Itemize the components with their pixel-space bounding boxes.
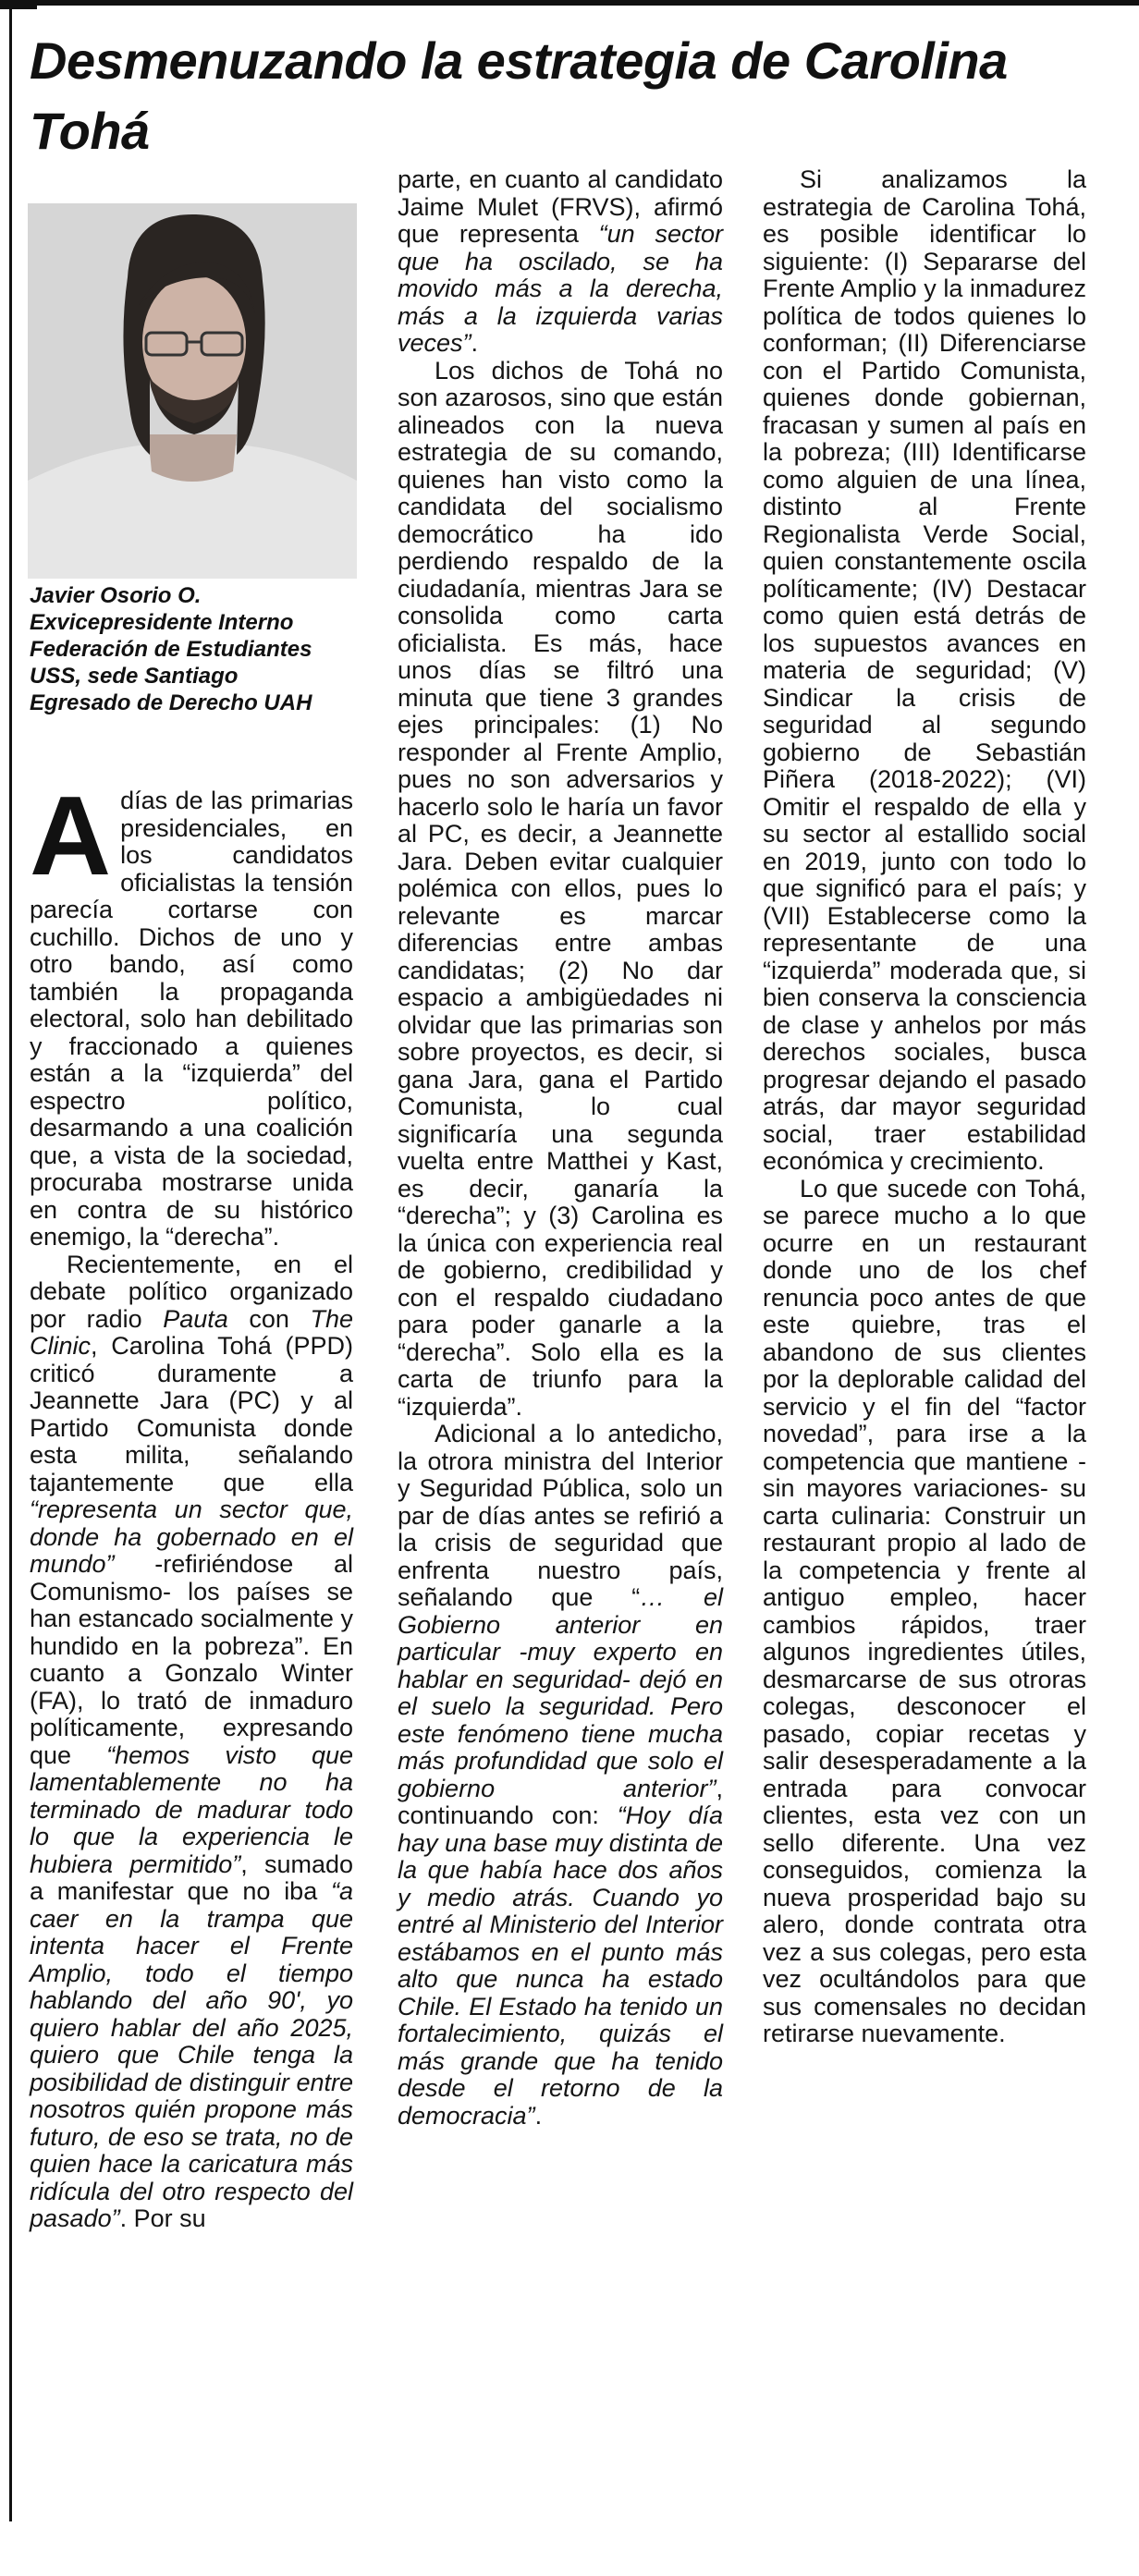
text-fragment: , Carolina Tohá (PPD) criticó duramente a Jeannette Jara (PC) y al Partido Comunista donde esta milita, señalando tajantemente que ella bbox=[30, 1332, 353, 1496]
text-fragment: . bbox=[534, 2101, 543, 2130]
quote-fragment: “a caer en la trampa que intenta hacer el Frente Amplio, todo el tiempo hablando del año 90', yo quiero hablar del año 2025, quiero que Chile tenga la posibilidad de distinguir entre nosotros quién propone más futuro, de eso se trata, no de quien hace la caricatura más ridícula del otro respecto del pasado” bbox=[30, 1877, 353, 2232]
paragraph-text: Los dichos de Tohá no son azarosos, sino que están alineados con la nueva estrategia de su comando, quienes han visto como la candidata del socialismo democrático ha ido perdiendo respaldo de la ciudadanía, mientras Jara se consolida como carta oficialista. Es más, hace unos días se filtró una minuta que tiene 3 grandes ejes principales: (1) No responder al Frente Amplio, pues no son adversarios y hacerlo solo le haría un favor al PC, es decir, a Jeannette Jara. Deben evitar cualquier polémica con ellos, pues lo relevante es marcar diferencias entre ambas candidatas; (2) No dar espacio a ambigüedades ni olvidar que las primarias son sobre proyectos, es decir, si gana Jara, gana el Partido Comunista, lo cual significaría una segunda vuelta entre Matthei y Kast, es decir, ganaría la “derecha”; y (3) Carolina es la única con experiencia real de gobierno, credibilidad y con el respaldo ciudadano para poder ganarle a la “derecha”. Solo ella es la carta de triunfo para la “izquierda”. bbox=[398, 356, 723, 1421]
quote-fragment: “Hoy día hay una base muy distinta de la que había hace dos años y medio atrás. Cuando yo entré al Ministerio del Interior estábamos en el punto más alto que nunca ha estado Chile. El Estado ha tenido un fortalecimiento, quizás el más grande que ha tenido desde el retorno de la democracia” bbox=[398, 1801, 723, 2130]
text-fragment: , sumado a manifestar que no iba bbox=[30, 1850, 354, 1905]
text-fragment: -refiriéndose al Comunismo- los países se han estancado socialmente y hundido en la pobreza”. En cuanto a Gonzalo Winter (FA), lo trató de inmaduro políticamente, expresando que bbox=[30, 1550, 353, 1769]
quote-fragment: Pauta bbox=[163, 1304, 228, 1333]
text-fragment: parte, en cuanto al candidato Jaime Mulet (FRVS), afirmó que representa bbox=[398, 165, 723, 248]
article-headline: Desmenuzando la estrategia de Carolina Tohá bbox=[30, 31, 1008, 160]
text-fragment: , continuando con: bbox=[398, 1774, 723, 1829]
quote-fragment: … el Gobierno anterior en particular -muy experto en hablar en seguridad- dejó en el suelo la seguridad. Pero este fenómeno tiene mucha más profundidad que solo el gobierno anterior” bbox=[398, 1583, 723, 1802]
paragraph bbox=[398, 1421, 723, 2130]
quote-fragment: The Clinic bbox=[30, 1304, 353, 1360]
article-column-1 bbox=[30, 773, 354, 2233]
article-column-3 bbox=[763, 166, 1086, 2048]
author-credit bbox=[30, 582, 381, 716]
left-column-rule bbox=[9, 7, 12, 2521]
author-organization: Federación de Estudiantes bbox=[30, 637, 312, 662]
text-fragment: . Por su bbox=[119, 2204, 206, 2232]
quote-fragment: “representa un sector que, donde ha gobernado en el mundo” bbox=[30, 1496, 353, 1578]
author-campus: USS, sede Santiago bbox=[30, 664, 239, 689]
article-column-2 bbox=[398, 166, 723, 2130]
section-tag-mark bbox=[0, 0, 37, 9]
text-fragment: . bbox=[471, 329, 479, 357]
quote-fragment: “hemos visto que lamentablemente no ha terminado de madurar todo lo que la experiencia le hubiera permitido” bbox=[30, 1740, 353, 1878]
paragraph-text: días de las primarias presidenciales, en los candidatos oficialistas la tensión parecía cortarse con cuchillo. Dichos de uno y otro bando, así como también la propaganda electoral, solo han debilitado y fraccionado a quienes están a la “izquierda” del espectro político, desarmando a una coalición que, a vista de la sociedad, procuraba mostrarse unida en contra de su histórico enemigo, la “derecha”. bbox=[30, 787, 353, 1251]
author-name: Javier Osorio O. bbox=[30, 583, 202, 608]
text-fragment: con bbox=[227, 1304, 311, 1333]
quote-fragment: “un sector que ha oscilado, se ha movido más a la derecha, más a la izquierda varias veces” bbox=[398, 220, 723, 357]
drop-cap: A bbox=[30, 773, 112, 898]
author-degree: Egresado de Derecho UAH bbox=[30, 690, 312, 715]
text-fragment: Recientemente, en el debate político organizado por radio bbox=[30, 1250, 353, 1333]
paragraph bbox=[398, 166, 723, 358]
author-role: Exvicepresidente Interno bbox=[30, 610, 294, 635]
text-fragment: Adicional a lo antedicho, la otrora ministra del Interior y Seguridad Pública, solo un par de días antes se refirió a la crisis de seguridad que enfrenta nuestro país, señalando que “ bbox=[398, 1420, 723, 1611]
top-rule bbox=[0, 0, 1139, 6]
author-portrait-image bbox=[28, 203, 357, 579]
author-photo bbox=[28, 203, 357, 579]
paragraph bbox=[30, 1251, 353, 2233]
paragraph bbox=[30, 773, 353, 1251]
paragraph-text: Si analizamos la estrategia de Carolina Tohá, es posible identificar lo siguiente: (I) Separarse del Frente Amplio y la inmadurez política de todos quienes lo conforman; (II) Diferenciarse con el Partido Comunista, quienes donde gobiernan, fracasan y sumen al país en la pobreza; (III) Identificarse como alguien de una línea, distinto al Frente Regionalista Verde Social, quien constantemente oscila políticamente; (IV) Destacar como quien está detrás de los supuestos avances en materia de seguridad; (V) Sindicar la crisis de seguridad al segundo gobierno de Sebastián Piñera (2018-2022); (VI) Omitir el respaldo de ella y su sector al estallido social en 2019, junto con todo lo que significó para el país; y (VII) Establecerse como la representante de una “izquierda” moderada que, si bien conserva la consciencia de clase y anhelos por más derechos sociales, busca progresar dejando el pasado atrás, dar mayor seguridad social, traer estabilidad económica y crecimiento. bbox=[763, 165, 1086, 1175]
paragraph-text: Lo que sucede con Tohá, se parece mucho a lo que ocurre en un restaurant donde uno de los chef renuncia poco antes de que este quiebre, tras el abandono de sus clientes por la deplorable calidad del servicio y el fin del “factor novedad”, para irse a la competencia que mantiene -sin mayores variaciones- su carta culinaria: Construir un restaurant propio al lado de la competencia y frente al antiguo empleo, hacer cambios rápidos, traer algunos ingredientes útiles, desmarcarse de sus otroras colegas, desconocer el pasado, copiar recetas y salir desesperadamente a la entrada para convocar clientes, esta vez con un sello diferente. Una vez conseguidos, comienza la nueva prosperidad bajo su alero, donde contrata otra vez a sus colegas, pero esta vez ocultándolos para que sus comensales no decidan retirarse nuevamente. bbox=[763, 1174, 1086, 2047]
